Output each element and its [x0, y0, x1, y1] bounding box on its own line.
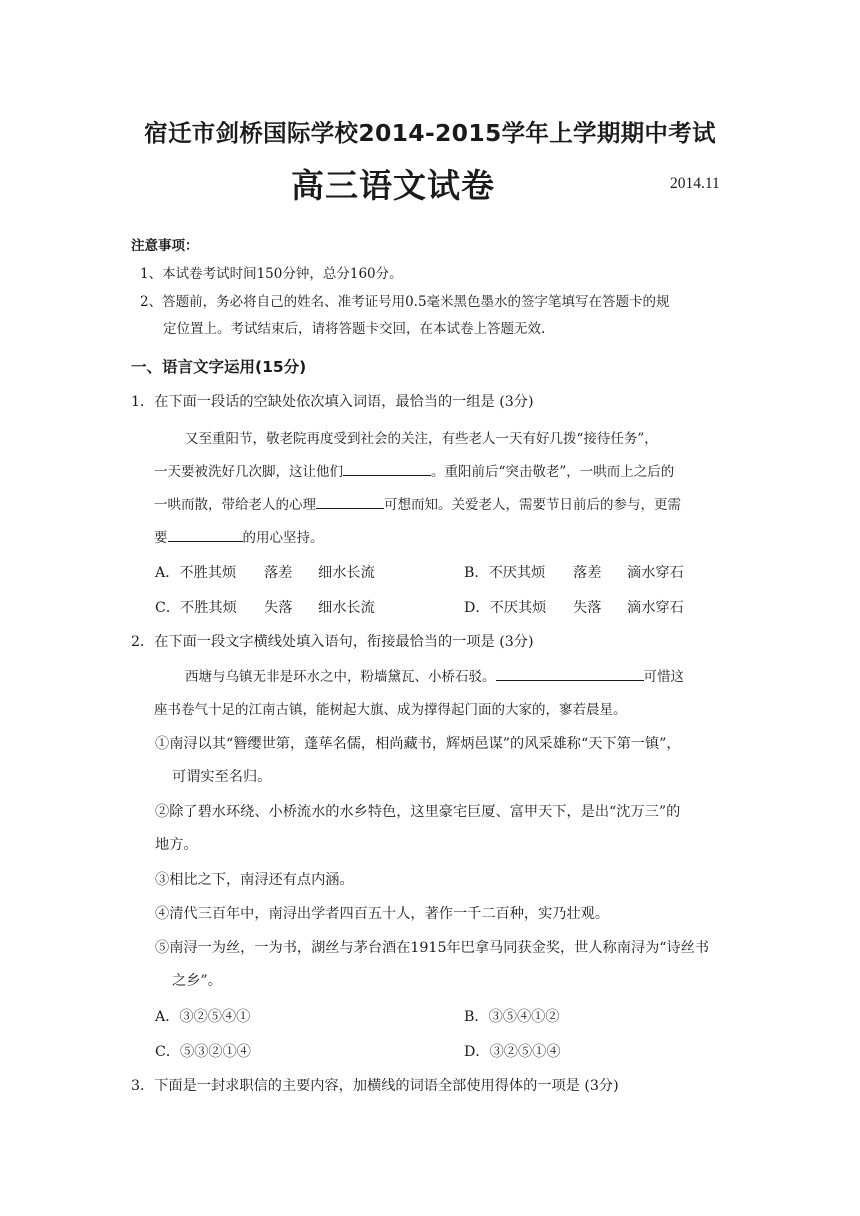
q1-passage-text: 一天要被洗好几次脚，这让他们 [154, 464, 343, 480]
q2-passage-text: 可惜这 [643, 669, 684, 685]
q1-passage-text: 要 [154, 530, 168, 546]
notice-heading: 注意事项： [131, 238, 199, 254]
blank-3 [168, 528, 243, 543]
option-word: B．不厌其烦 [464, 565, 546, 581]
option-d-word-2: 失落 [573, 600, 602, 616]
option-b-word-2: 落差 [573, 565, 602, 581]
q1-passage-text: 可想而知。关爱老人，需要节日前后的参与，更需 [384, 497, 681, 513]
notice-item-1: 1、本试卷考试时间150分钟，总分160分。 [140, 266, 403, 282]
option-c[interactable] [155, 597, 237, 617]
option-a-word-3: 细水长流 [318, 565, 375, 581]
sentence-5-line-2: 之乡”。 [172, 973, 222, 989]
q1-passage-line-2 [154, 460, 674, 480]
sentence-2-line-1: ②除了碧水环绕、小桥流水的水乡特色，这里豪宅巨厦、富甲天下，是出“沈万三”的 [155, 804, 681, 820]
option-b[interactable] [464, 562, 545, 582]
q2-option-a[interactable]: A．③②⑤④① [155, 1009, 251, 1025]
option-d-word-3: 滴水穿石 [627, 600, 684, 616]
option-a-word-2: 落差 [264, 565, 293, 581]
q2-blank [496, 667, 644, 682]
exam-title: 高三语文试卷 [291, 166, 495, 205]
exam-date: 2014.11 [670, 175, 720, 192]
sentence-5-line-1: ⑤南浔一为丝，一为书，湖丝与茅台酒在1915年巴拿马同获金奖，世人称南浔为“诗丝书 [155, 940, 710, 956]
question-1-stem: 1．在下面一段话的空缺处依次填入词语，最恰当的一组是 (3分) [131, 394, 534, 410]
option-word: C．不胜其烦 [155, 600, 237, 616]
blank-2 [316, 495, 384, 510]
q2-passage-line-2: 座书卷气十足的江南古镇，能树起大旗、成为撑得起门面的大家的，寥若晨星。 [154, 702, 627, 718]
option-b-word-3: 滴水穿石 [627, 565, 684, 581]
question-2-stem: 2．在下面一段文字横线处填入语句，衔接最恰当的一项是 (3分) [131, 634, 534, 650]
school-title: 宿迁市剑桥国际学校2014-2015学年上学期期中考试 [144, 119, 716, 147]
option-d[interactable] [464, 597, 546, 617]
option-c-word-3: 细水长流 [318, 600, 375, 616]
option-a[interactable] [155, 562, 236, 582]
notice-item-2-line-2: 定位置上。考试结束后，请将答题卡交回，在本试卷上答题无效. [163, 321, 546, 337]
sentence-1-line-2: 可谓实至名归。 [172, 769, 272, 785]
option-word: A．不胜其烦 [155, 565, 237, 581]
q1-passage-line-4 [154, 526, 324, 546]
q2-option-b[interactable]: B．③⑤④①② [464, 1009, 560, 1025]
q2-option-c[interactable]: C．⑤③②①④ [155, 1044, 251, 1060]
question-3-stem: 3．下面是一封求职信的主要内容，加横线的词语全部使用得体的一项是 (3分) [131, 1078, 619, 1094]
blank-1 [343, 462, 431, 477]
section-heading: 一、语言文字运用(15分) [131, 358, 307, 376]
notice-item-2-line-1: 2、答题前，务必将自己的姓名、准考证号用0.5毫米黑色墨水的签字笔填写在答题卡的规 [140, 294, 670, 310]
q1-passage-text: 一哄而散，带给老人的心理 [154, 497, 316, 513]
sentence-4: ④清代三百年中，南浔出学者四百五十人，著作一千二百种，实乃壮观。 [155, 906, 610, 922]
sentence-3: ③相比之下，南浔还有点内涵。 [155, 872, 354, 888]
q2-option-d[interactable]: D．③②⑤①④ [464, 1044, 561, 1060]
sentence-1-line-1: ①南浔以其“簪缨世第，蓬荜名儒，相尚藏书，辉炳邑谋”的风采雄称“天下第一镇”， [155, 736, 681, 752]
q1-passage-line-1: 又至重阳节，敬老院再度受到社会的关注，有些老人一天有好几拨“接待任务”， [185, 431, 658, 447]
q2-passage-text: 西塘与乌镇无非是环水之中，粉墙黛瓦、小桥石驳。 [185, 669, 496, 685]
q1-passage-line-3 [154, 493, 681, 513]
q1-passage-text: 的用心坚持。 [242, 530, 324, 546]
option-word: D．不厌其烦 [464, 600, 547, 616]
q1-passage-text: 。重阳前后“突击敬老”，一哄而上之后的 [431, 464, 675, 480]
sentence-2-line-2: 地方。 [155, 837, 198, 853]
option-c-word-2: 失落 [264, 600, 293, 616]
q2-passage-line-1 [185, 665, 684, 685]
